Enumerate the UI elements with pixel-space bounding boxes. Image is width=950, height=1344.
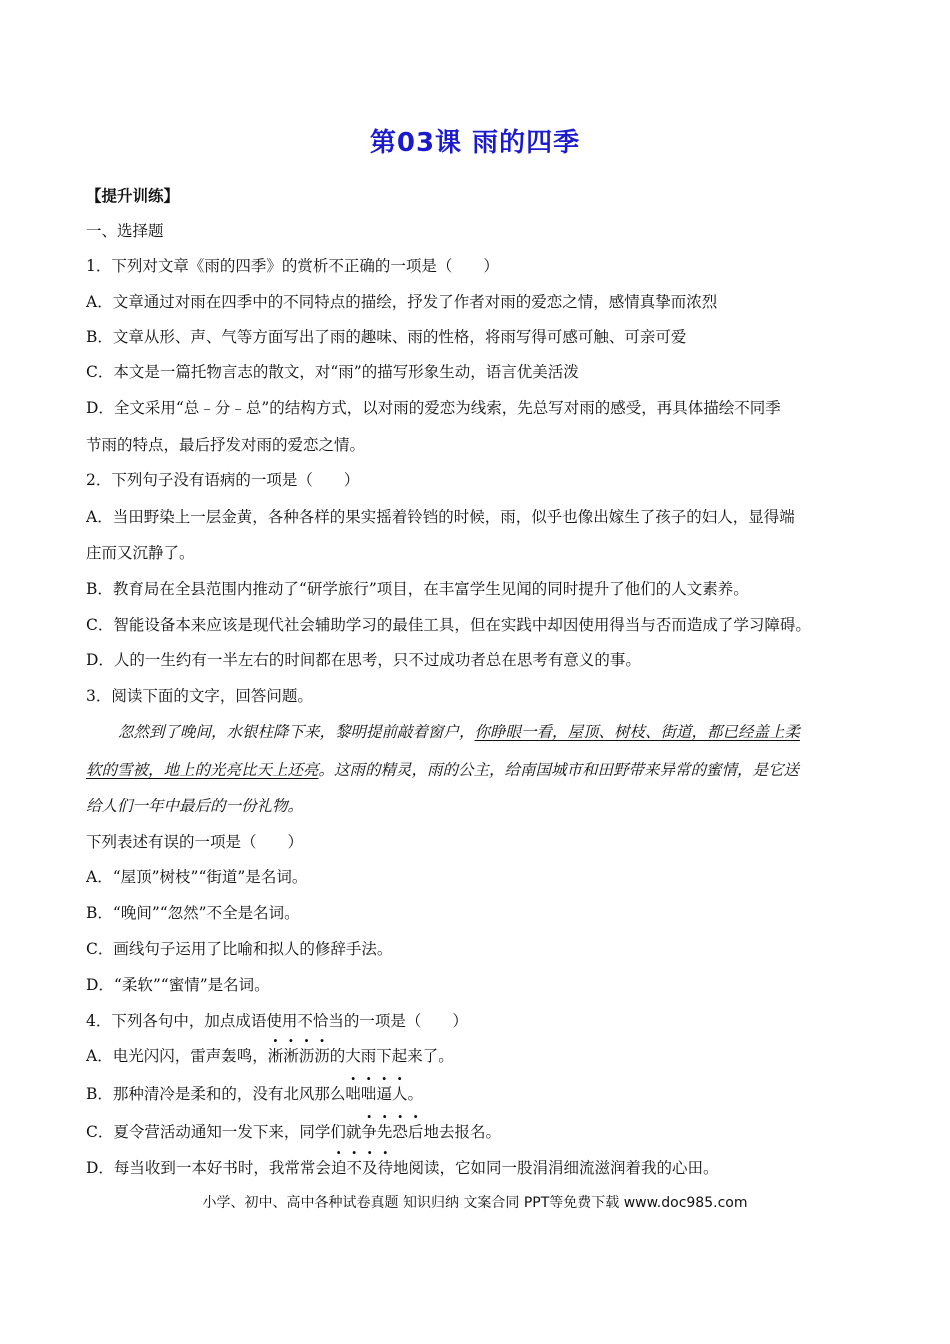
option-text: 地去报名。 — [423, 1123, 501, 1141]
section-heading: 【提升训练】 — [86, 187, 180, 205]
q1-stem: 1．下列对文章《雨的四季》的赏析不正确的一项是（ ） — [86, 257, 499, 275]
dotted-char: 及 — [361, 1159, 378, 1177]
q2-stem: 2．下列句子没有语病的一项是（ ） — [86, 471, 360, 489]
q2-option-c: C．智能设备本来应该是现代社会辅助学习的最佳工具，但在实践中却因使用得当与否而造成了学习障碍。 — [86, 616, 811, 634]
q4-option-c — [86, 1122, 501, 1142]
underlined-sentence: 软的雪被，地上的光亮比天上还亮 — [86, 761, 319, 779]
page-footer: 小学、初中、高中各种试卷真题 知识归纳 文案合同 PPT等免费下载 www.doc985.com — [202, 1195, 748, 1211]
q1-option-b: B．文章从形、声、气等方面写出了雨的趣味、雨的性格，将雨写得可感可触、可亲可爱 — [86, 328, 687, 346]
dotted-char: 淅 — [267, 1047, 284, 1065]
option-text: B．那种清冷是柔和的，没有北风那么 — [86, 1085, 346, 1103]
dotted-char: 不 — [346, 1159, 362, 1177]
dotted-char: 淅 — [283, 1047, 299, 1065]
passage-text: 忽然到了晚间，水银柱降下来，黎明提前敲着窗户， — [118, 723, 475, 741]
page-title: 第03课 雨的四季 — [369, 128, 581, 158]
q2-option-a-line1: A．当田野染上一层金黄，各种各样的果实摇着铃铛的时候，雨，似乎也像出嫁生了孩子的妇人，显得端 — [86, 508, 795, 526]
q3-option-c: C．画线句子运用了比喻和拟人的修辞手法。 — [86, 940, 393, 958]
option-text: A．电光闪闪，雷声轰鸣， — [86, 1047, 268, 1065]
q3-option-d: D．“柔软”“蜜情”是名词。 — [86, 976, 270, 994]
option-text: C．夏令营活动通知一发下来，同学们就 — [86, 1123, 362, 1141]
option-text: 地阅读，它如同一股涓涓细流滋润着我的心田。 — [393, 1159, 719, 1177]
q2-option-a-line2: 庄而又沉静了。 — [86, 544, 195, 562]
q1-option-c: C．本文是一篇托物言志的散文，对“雨”的描写形象生动，语言优美活泼 — [86, 363, 579, 381]
q4-option-b — [86, 1084, 423, 1104]
q3-passage-line1 — [118, 722, 800, 742]
dotted-char: 先 — [376, 1123, 393, 1141]
dotted-char: 咄 — [360, 1085, 377, 1103]
passage-text: 。这雨的精灵，雨的公主，给南国城市和田野带来异常的蜜情，是它送 — [318, 761, 800, 779]
q3-stem: 3．阅读下面的文字，回答问题。 — [86, 687, 313, 705]
dotted-char: 沥 — [314, 1047, 330, 1065]
dotted-char: 恐 — [392, 1123, 408, 1141]
option-text: D．每当收到一本好书时，我常常会 — [86, 1159, 331, 1177]
q3-passage-line3: 给人们一年中最后的一份礼物。 — [86, 797, 304, 815]
q3-passage-line2 — [86, 760, 799, 780]
q1-option-a: A．文章通过对雨在四季中的不同特点的描绘，抒发了作者对雨的爱恋之情，感情真挚而浓烈 — [86, 293, 718, 311]
part-heading: 一、选择题 — [86, 222, 164, 240]
dotted-char: 逼 — [376, 1085, 392, 1103]
q3-option-b: B．“晚间”“忽然”不全是名词。 — [86, 904, 300, 922]
underlined-sentence: 你睁眼一看，屋顶、树枝、街道，都已经盖上柔 — [474, 723, 801, 741]
option-text: 。 — [407, 1085, 423, 1103]
q2-option-b: B．教育局在全县范围内推动了“研学旅行”项目，在丰富学生见闻的同时提升了他们的人文素养。 — [86, 580, 749, 598]
dotted-char: 争 — [361, 1123, 377, 1141]
q4-option-a — [86, 1046, 454, 1066]
dotted-char: 沥 — [298, 1047, 315, 1065]
dotted-char: 后 — [407, 1123, 424, 1141]
dotted-char: 人 — [391, 1085, 408, 1103]
q1-option-d-line2: 节雨的特点，最后抒发对雨的爱恋之情。 — [86, 436, 366, 454]
dotted-char: 咄 — [345, 1085, 361, 1103]
q1-option-d-line1: D．全文采用“总﹣分﹣总”的结构方式，以对雨的爱恋为线索，先总写对雨的感受，再具体描绘不同季 — [86, 399, 781, 417]
q4-stem: 4．下列各句中，加点成语使用不恰当的一项是（ ） — [86, 1012, 468, 1030]
dotted-char: 待 — [377, 1159, 393, 1177]
q4-option-d — [86, 1158, 719, 1178]
option-text: 的大雨下起来了。 — [329, 1047, 454, 1065]
q2-option-d: D．人的一生约有一半左右的时间都在思考，只不过成功者总在思考有意义的事。 — [86, 651, 641, 669]
dotted-char: 迫 — [330, 1159, 347, 1177]
q3-sub-question: 下列表述有误的一项是（ ） — [86, 833, 304, 851]
q3-option-a: A．“屋顶”树枝”“街道”是名词。 — [86, 868, 308, 886]
